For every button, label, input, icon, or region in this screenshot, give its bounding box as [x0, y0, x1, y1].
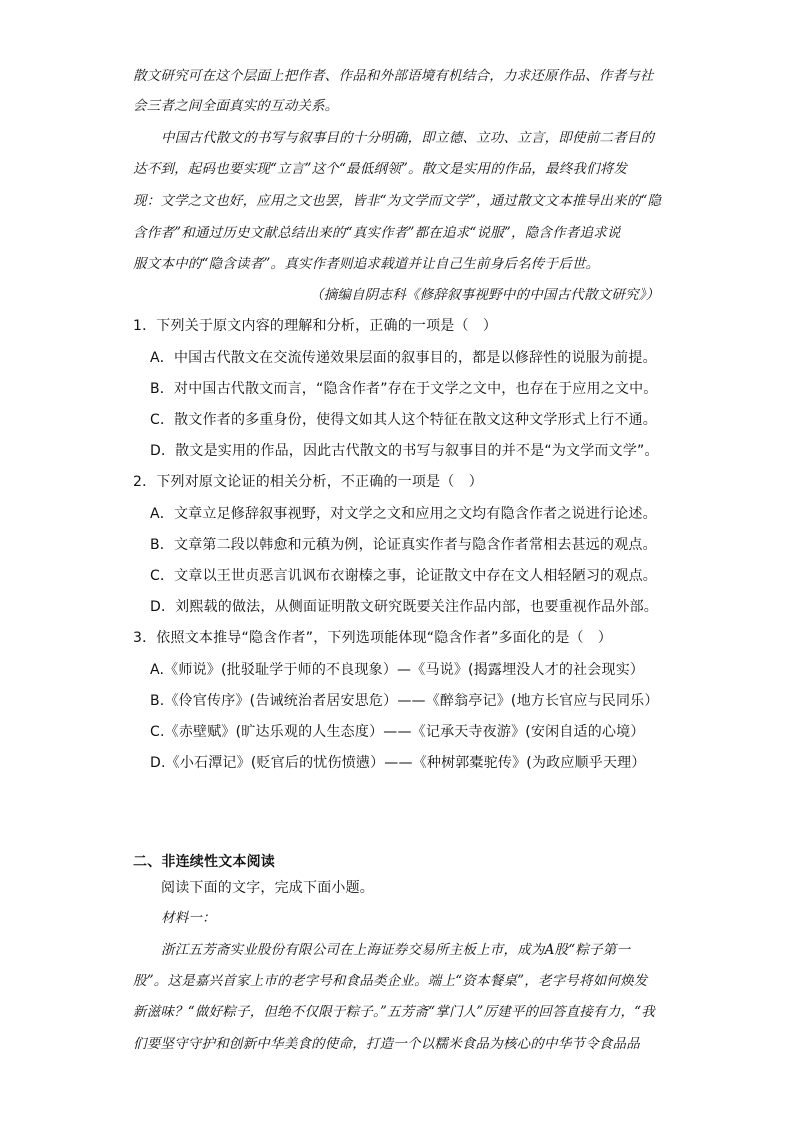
material-line: 们要坚守守护和创新中华美食的使命，打造一个以糯米食品为核心的中华节令食品品	[133, 1036, 640, 1052]
material-label: 材料一：	[161, 910, 216, 926]
option-a: A.《师说》(批驳耻学于师的不良现象）—《马说》(揭露埋没人才的社会现实）	[150, 662, 645, 678]
question-stem: 1．下列关于原文内容的理解和分析，正确的一项是（ ）	[133, 318, 498, 334]
option-d: D．散文是实用的作品，因此古代散文的书写与叙事目的并不是“为文学而文学”。	[150, 443, 659, 459]
passage-line: 中国古代散文的书写与叙事目的十分明确，即立德、立功、立言，即使前二者目的	[161, 130, 655, 146]
section-instruction: 阅读下面的文字，完成下面小题。	[161, 880, 374, 896]
option-c: C.《赤壁赋》(旷达乐观的人生态度）——《记承天寺夜游》(安闲自适的心境）	[150, 724, 645, 740]
passage-line: 散文研究可在这个层面上把作者、作品和外部语境有机结合，力求还原作品、作者与社	[133, 68, 654, 84]
passage-source: （摘编自阴志科《修辞叙事视野中的中国古代散文研究》）	[310, 287, 660, 303]
section-heading: 二、非连续性文本阅读	[133, 854, 275, 870]
question-stem: 3．依照文本推导“隐含作者”，下列选项能体现“隐含作者”多面化的是（ ）	[133, 630, 613, 646]
option-b: B.《伶官传序》(告诫统治者居安思危）——《醉翁亭记》(地方长官应与民同乐）	[150, 693, 659, 709]
option-b: B．文章第二段以韩愈和元稹为例，论证真实作者与隐含作者常相去甚远的观点。	[150, 537, 657, 553]
passage-line: 会三者之间全面真实的互动关系。	[133, 98, 339, 114]
option-a: A．中国古代散文在交流传递效果层面的叙事目的，都是以修辞性的说服为前提。	[150, 350, 657, 366]
option-d: D.《小石潭记》(贬官后的忧伤愤懑）——《种树郭橐驼传》(为政应顺乎天理）	[150, 755, 646, 771]
question-stem: 2．下列对原文论证的相关分析，不正确的一项是（ ）	[133, 474, 483, 490]
passage-line: 含作者”和通过历史文献总结出来的“真实作者”都在追求“说服”，隐含作者追求说	[133, 225, 621, 241]
option-d: D．刘熙载的做法，从侧面证明散文研究既要关注作品内部，也要重视作品外部。	[150, 599, 658, 615]
option-c: C．文章以王世贞恶言讥讽布衣谢榛之事，论证散文中存在文人相轻陋习的观点。	[150, 568, 657, 584]
material-line: 浙江五芳斋实业股份有限公司在上海证券交易所主板上市，成为A股“粽子第一	[161, 942, 631, 958]
passage-line: 服文本中的“隐含读者”。真实作者则追求载道并让自己生前身后名传于后世。	[133, 256, 600, 272]
passage-line: 达不到，起码也要实现“立言”这个“最低纲领”。散文是实用的作品，最终我们将发	[133, 161, 628, 177]
option-b: B．对中国古代散文而言，“隐含作者”存在于文学之文中，也存在于应用之文中。	[150, 381, 658, 397]
passage-line: 现：文学之文也好，应用之文也罢，皆非“为文学而文学”，通过散文文本推导出来的“隐	[133, 193, 662, 209]
material-line: 新滋味？“做好粽子，但绝不仅限于粽子。”五芳斋“掌门人”厉建平的回答直接有力，“我	[133, 1004, 655, 1020]
material-line: 股”。这是嘉兴首家上市的老字号和食品类企业。端上“资本餐桌”，老字号将如何焕发	[133, 973, 648, 989]
option-c: C．散文作者的多重身份，使得文如其人这个特征在散文这种文学形式上行不通。	[150, 412, 657, 428]
option-a: A．文章立足修辞叙事视野，对文学之文和应用之文均有隐含作者之说进行论述。	[150, 506, 657, 522]
